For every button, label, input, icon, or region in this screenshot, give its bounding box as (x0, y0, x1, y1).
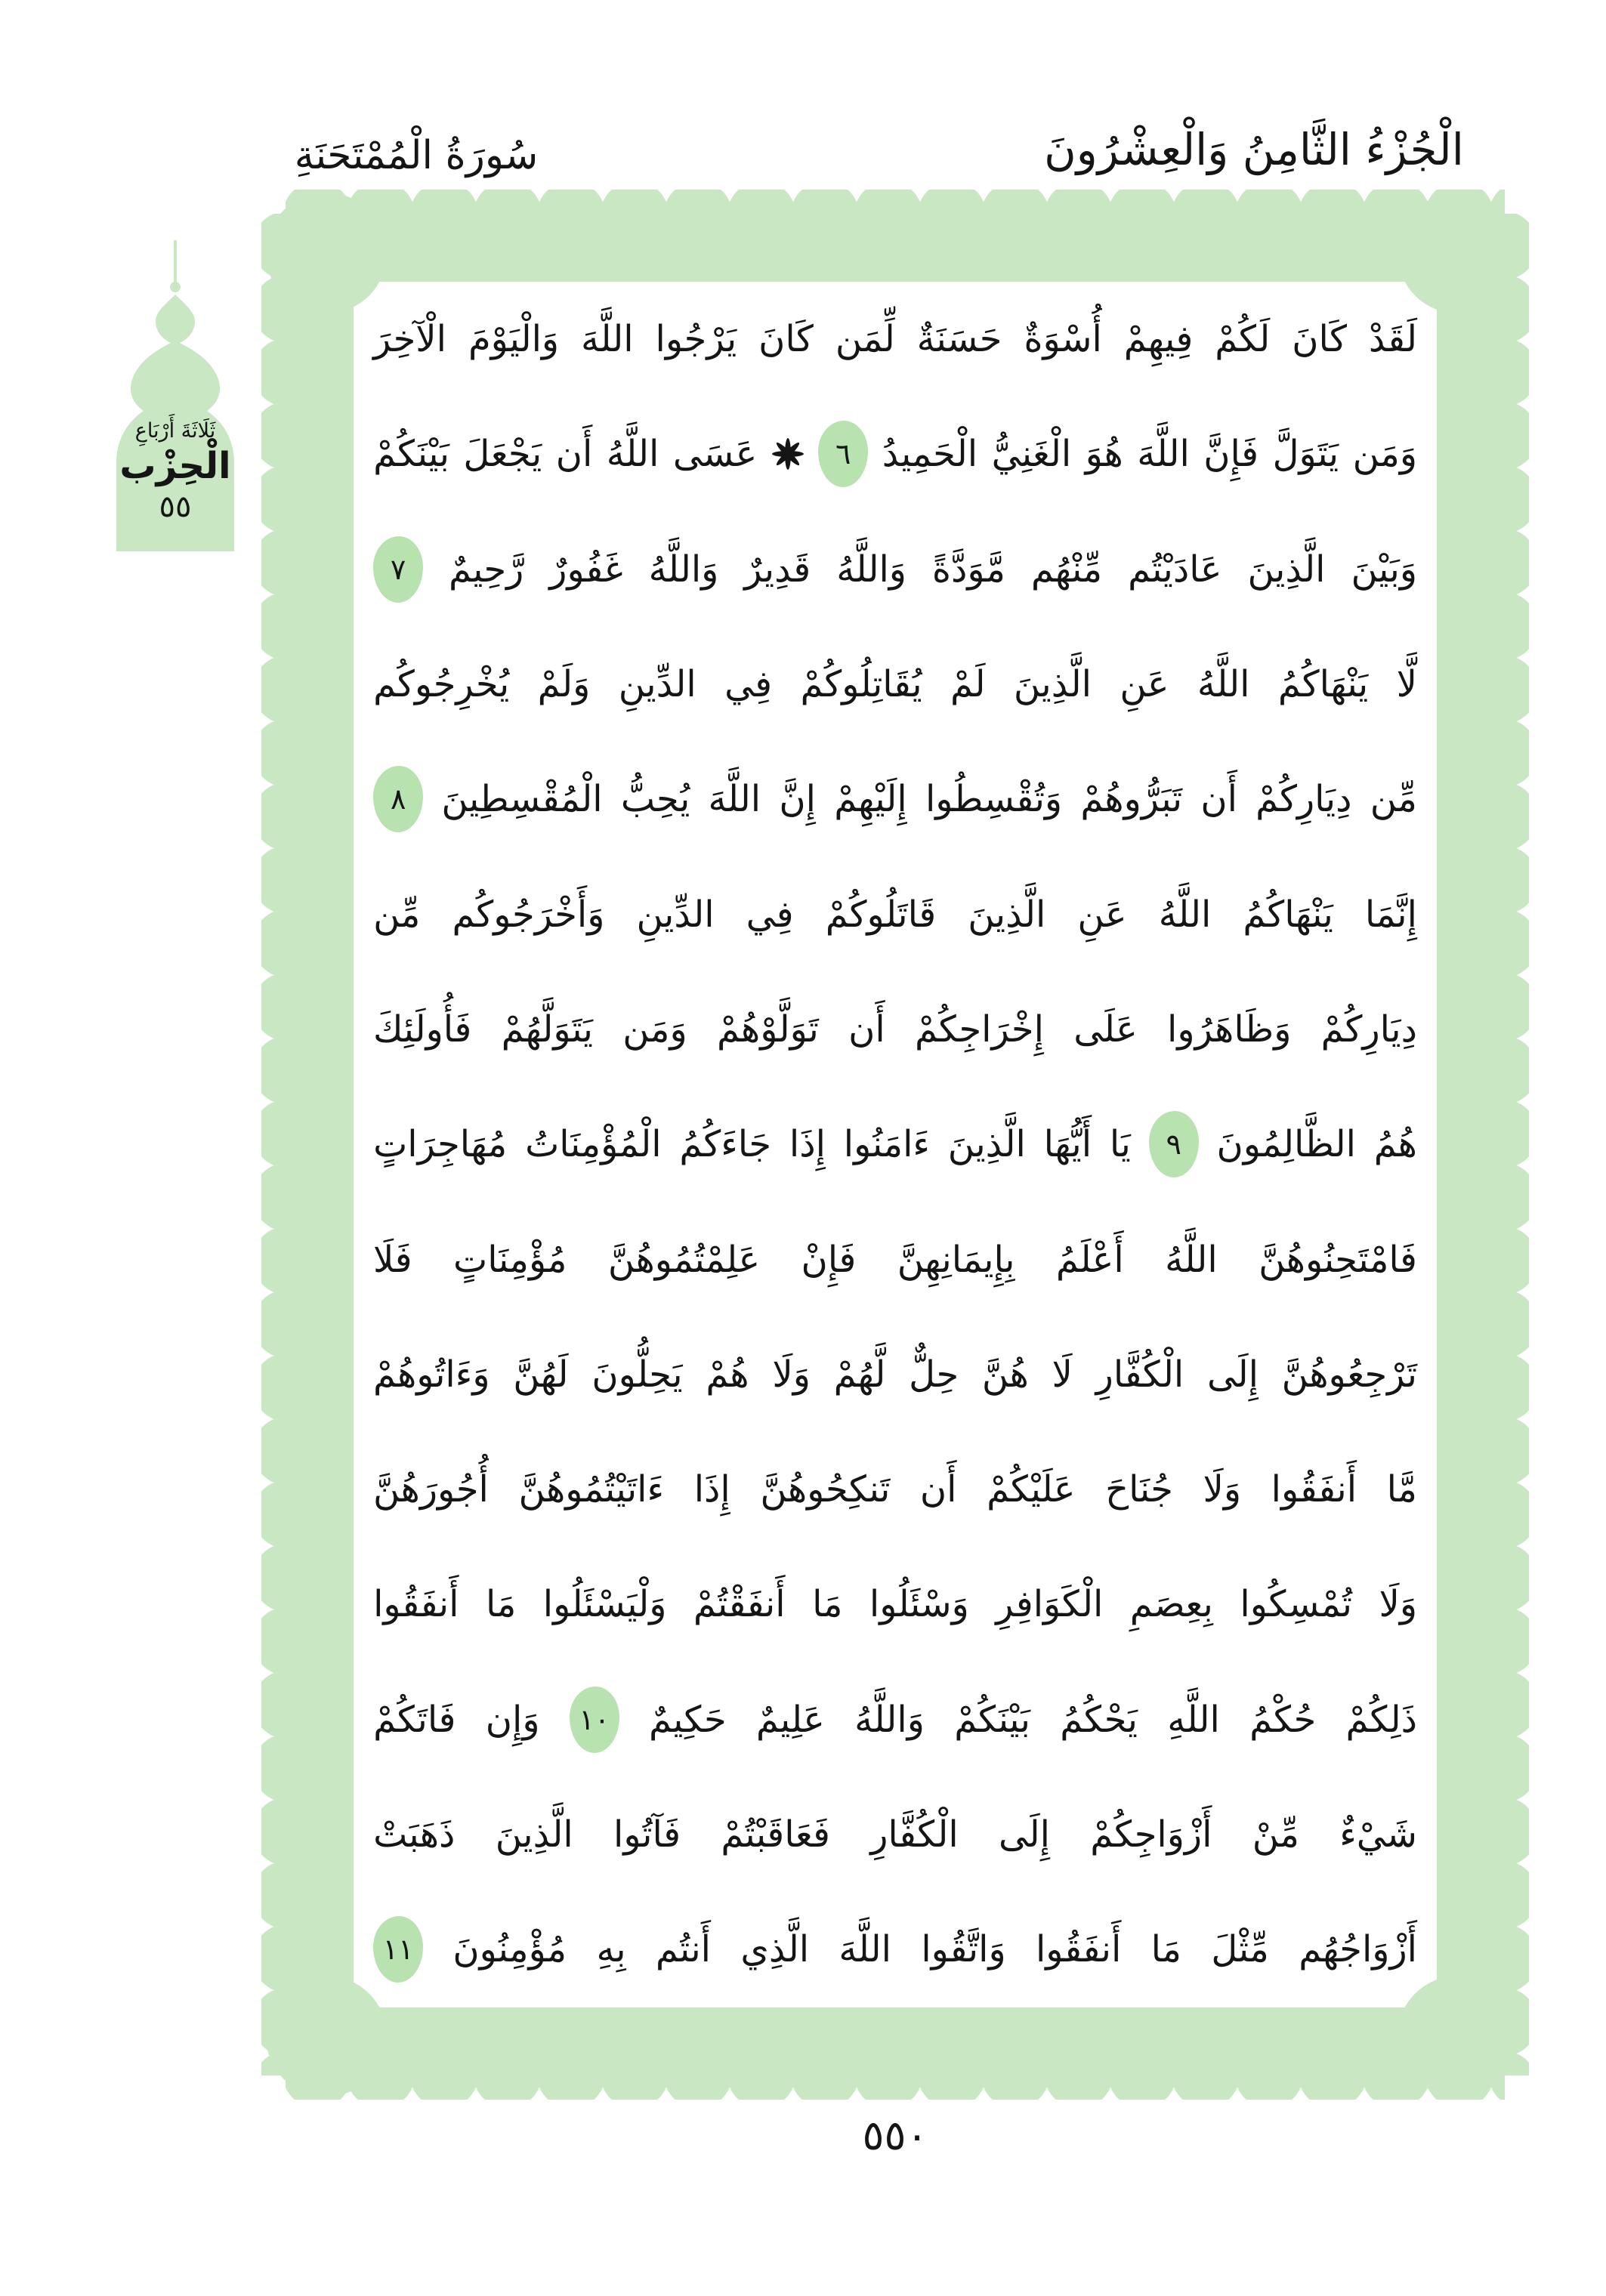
quran-word: مُؤْمِنُونَ (452, 1928, 567, 1971)
quran-word: أَن (919, 1468, 957, 1511)
quran-word: وَمَن (1352, 433, 1417, 476)
quran-word: اللَّهِ (1167, 1698, 1220, 1741)
quran-word: يُحِبُّ (620, 778, 690, 821)
quran-word: يَا (1109, 1123, 1131, 1166)
quran-word: قَدِيرٌ (744, 548, 811, 591)
quran-word: مُهَاجِرَاتٍ (373, 1123, 508, 1166)
quran-word: أَن (555, 433, 593, 476)
quran-word: الَّذِينَ (947, 1123, 1026, 1166)
quran-word: بِعِصَمِ (1129, 1583, 1213, 1626)
quran-word: هُمْ (706, 1353, 749, 1396)
quran-word: بَيْنَكُمْ (373, 433, 449, 476)
verse-number-badge: ١٠ (570, 1687, 619, 1753)
quran-line (354, 1777, 1437, 1892)
quran-word: الَّذِينَ (1247, 548, 1326, 591)
quran-word: لَّهُمْ (833, 1353, 886, 1396)
quran-word: اللَّهَ (581, 318, 634, 361)
quran-word: يُخْرِجُوكُم (373, 663, 510, 706)
quran-word: يَحْكُمُ (1060, 1698, 1138, 1741)
quran-word: فَامْتَحِنُوهُنَّ (1259, 1238, 1417, 1281)
quran-word: وَءَاتُوهُمْ (373, 1353, 490, 1396)
quran-word: ءَامَنُوا (843, 1123, 930, 1166)
quran-word: الدِّينِ (636, 893, 715, 936)
quran-word: يَتَوَلَّهُمْ (501, 1008, 593, 1051)
quran-word: لَكُمْ (1215, 318, 1271, 361)
quran-word: تَوَلَّوْهُمْ (716, 1008, 819, 1051)
quran-word: وَاللَّهُ (836, 548, 906, 591)
rub-el-hizb-icon (771, 437, 805, 471)
quran-word: وَإِن (485, 1698, 540, 1741)
quran-word: إِلَى (999, 1813, 1050, 1856)
surah-header-title: سُورَةُ الْمُمْتَحَنَةِ (294, 133, 539, 178)
quran-word: حَكِيمٌ (649, 1698, 727, 1741)
quran-word: أَن (1200, 778, 1237, 821)
quran-word: عَنِ (1120, 663, 1169, 706)
quran-word: وَسْئَلُوا (869, 1583, 969, 1626)
quran-word: الَّذِينَ (495, 1813, 573, 1856)
quran-word: أَنفَقْتُمْ (693, 1583, 786, 1626)
quran-word: أَيُّهَا (1043, 1123, 1092, 1166)
verse-number-badge: ٩ (1149, 1111, 1199, 1177)
quran-word: وَلَا (1379, 1583, 1417, 1626)
quran-word: فَأُولَئِكَ (373, 1008, 472, 1051)
quran-word: إِلَيْهِمْ (834, 778, 907, 821)
quran-word: جُنَاحَ (1105, 1468, 1173, 1511)
quran-word: اللَّهَ (1137, 433, 1190, 476)
juz-header-title: الْجُزْءُ الثَّامِنُ وَالْعِشْرُونَ (1044, 124, 1464, 175)
quran-word: الْكُفَّارِ (1095, 1353, 1184, 1396)
quran-line (354, 397, 1437, 511)
quran-word: أَنفَقُوا (373, 1583, 459, 1626)
quran-word: وَاللَّهُ (854, 1698, 925, 1741)
quran-word: أَن (848, 1008, 885, 1051)
quran-word: عَلَى (1073, 1008, 1138, 1051)
quran-word: الْغَنِيُّ (991, 433, 1072, 476)
quran-word: كَانَ (758, 318, 814, 361)
quran-word: فِي (724, 663, 773, 706)
quran-word: يَتَوَلَّ (1272, 433, 1339, 476)
quran-word: اللَّهَ (708, 778, 761, 821)
quran-word: يَحِلُّونَ (591, 1353, 683, 1396)
quran-word: مَّا (1386, 1468, 1417, 1511)
quran-word: ذَهَبَتْ (373, 1813, 456, 1856)
quran-line (354, 856, 1437, 971)
quran-word: وَمَن (622, 1008, 687, 1051)
frame-scallop-edge-left (261, 214, 287, 2075)
quran-word: فَآتُوا (613, 1813, 681, 1856)
hizb-marker-text (98, 418, 252, 526)
quran-word: رَّحِيمٌ (449, 548, 524, 591)
quran-word: لَّا (1396, 663, 1417, 706)
quran-word: إِذَا (789, 1123, 826, 1166)
quran-line (354, 1432, 1437, 1547)
frame-scallop-edge-right (1503, 214, 1529, 2075)
quran-word: وَتُقْسِطُوا (925, 778, 1063, 821)
quran-word: مَا (1150, 1928, 1182, 1971)
quran-word: وَلَا (1203, 1468, 1242, 1511)
quran-word: جَاءَكُمُ (679, 1123, 772, 1166)
quran-word: وَظَاهَرُوا (1167, 1008, 1292, 1051)
quran-word: يَنْهَاكُمُ (1243, 893, 1333, 936)
quran-word: مِّن (373, 893, 421, 936)
quran-word: لَمْ (950, 663, 986, 706)
quran-word: بَيْنَكُمْ (954, 1698, 1030, 1741)
quran-word: هُوَ (1085, 433, 1123, 476)
quran-word: أَنفَقُوا (1035, 1928, 1122, 1971)
quran-word: وَاللَّهُ (648, 548, 719, 591)
quran-word: عَنِ (1077, 893, 1127, 936)
quran-word: اللَّهُ (606, 433, 659, 476)
quran-word: إِلَى (1206, 1353, 1259, 1396)
quran-word: الظَّالِمُونَ (1216, 1123, 1356, 1166)
quran-word: بِإِيمَانِهِنَّ (897, 1238, 1015, 1281)
quran-word: لِّمَن (835, 318, 895, 361)
quran-word: دِيَارِكُمْ (1320, 1008, 1417, 1051)
quran-word: قَاتَلُوكُمْ (825, 893, 937, 936)
quran-word: حِلٌّ (909, 1353, 959, 1396)
quran-word: اللَّهُ (1158, 893, 1212, 936)
quran-word: تَنكِحُوهُنَّ (760, 1468, 891, 1511)
quran-word: كَانَ (1292, 318, 1347, 361)
quran-word: إِذَا (693, 1468, 730, 1511)
quran-word: الْكَوَافِرِ (996, 1583, 1104, 1626)
quran-word: بِهِ (596, 1928, 626, 1971)
quran-word: عَلِمْتُمُوهُنَّ (607, 1238, 761, 1281)
quran-word: إِنَّ (779, 778, 816, 821)
quran-word: أَزْوَاجُهُم (1299, 1928, 1417, 1971)
quran-word: مُؤْمِنَاتٍ (453, 1238, 567, 1281)
quran-word: يَرْجُوا (655, 318, 737, 361)
quran-word: إِخْرَاجِكُمْ (914, 1008, 1044, 1051)
quran-word: الْآخِرَ (373, 318, 446, 361)
quran-line (354, 972, 1437, 1087)
quran-word: فَلَا (373, 1238, 412, 1281)
quran-word: هُمُ (1373, 1123, 1417, 1166)
quran-word: إِنَّمَا (1364, 893, 1417, 936)
quran-word: حُكْمُ (1249, 1698, 1317, 1741)
quran-line (354, 1547, 1437, 1662)
quran-line (354, 1087, 1437, 1202)
quran-word: مَا (485, 1583, 517, 1626)
page-number: ٥٥٠ (862, 2112, 928, 2159)
quran-word: فِي (746, 893, 794, 936)
quran-word: لَهُنَّ (513, 1353, 569, 1396)
quran-word: فَإِنَّ (1203, 433, 1259, 476)
quran-word: دِيَارِكُمْ (1255, 778, 1352, 821)
quran-word: فَعَاقَبْتُمْ (721, 1813, 830, 1856)
quran-word: عَلِيمٌ (755, 1698, 825, 1741)
quran-word: أَنفَقُوا (1271, 1468, 1357, 1511)
quran-word: اللَّهَ (839, 1928, 891, 1971)
hizb-dome-marker (98, 240, 252, 551)
quran-word: اللَّهُ (1197, 663, 1250, 706)
quran-word: يُقَاتِلُوكُمْ (800, 663, 922, 706)
quran-word: أَنتُم (655, 1928, 712, 1971)
quran-word: الدِّينِ (618, 663, 696, 706)
quran-word: عَادَيْتُم (1128, 548, 1222, 591)
quran-line (354, 1202, 1437, 1316)
quran-word: يَنْهَاكُمُ (1277, 663, 1369, 706)
verse-number-badge: ٨ (373, 766, 423, 832)
quran-word: هُنَّ (981, 1353, 1029, 1396)
quran-word: اللَّهُ (1165, 1238, 1218, 1281)
quran-word: يَجْعَلَ (463, 433, 542, 476)
quran-word: عَلَيْكُمْ (987, 1468, 1076, 1511)
hizb-label: الْحِزْب (119, 445, 231, 487)
quran-word: مِّن (1370, 778, 1417, 821)
quran-line (354, 1662, 1437, 1777)
quran-line (354, 742, 1437, 856)
quran-word: الْمُقْسِطِينَ (441, 778, 603, 821)
quran-text-block (354, 282, 1437, 2007)
quran-word: شَيْءٌ (1339, 1813, 1417, 1856)
verse-number-badge: ٦ (818, 421, 868, 487)
quran-word: الْحَمِيدُ (882, 433, 978, 476)
quran-line (354, 1317, 1437, 1432)
hizb-fraction-label: ثَلَاثَةَ أَرْبَاعِ (134, 419, 216, 443)
quran-word: الَّذِي (740, 1928, 810, 1971)
quran-word: ءَاتَيْتُمُوهُنَّ (518, 1468, 665, 1511)
quran-word: مَا (812, 1583, 843, 1626)
quran-word: حَسَنَةٌ (916, 318, 1002, 361)
quran-word: أُجُورَهُنَّ (373, 1468, 489, 1511)
hizb-number: ٥٥ (159, 489, 192, 524)
quran-word: وَلَمْ (537, 663, 591, 706)
quran-word: لَقَدْ (1368, 318, 1417, 361)
quran-word: وَاتَّقُوا (921, 1928, 1006, 1971)
quran-line (354, 282, 1437, 397)
quran-word: مِّنْهُم (1030, 548, 1103, 591)
quran-word: غَفُورٌ (549, 548, 623, 591)
quran-word: فَإِنْ (801, 1238, 857, 1281)
quran-word: تَبَرُّوهُمْ (1080, 778, 1183, 821)
frame-scallop-edge-top (286, 190, 1505, 215)
quran-word: أَزْوَاجِكُمْ (1090, 1813, 1212, 1856)
quran-word: مِّنْ (1252, 1813, 1299, 1856)
quran-word: لَا (1052, 1353, 1073, 1396)
quran-line (354, 512, 1437, 627)
quran-word: ذَلِكُمْ (1345, 1698, 1417, 1741)
quran-word: أَعْلَمُ (1055, 1238, 1124, 1281)
quran-word: تُمْسِكُوا (1240, 1583, 1352, 1626)
quran-word: وَبَيْنَ (1351, 548, 1417, 591)
quran-line (354, 627, 1437, 742)
quran-word: وَلْيَسْئَلُوا (542, 1583, 667, 1626)
verse-number-badge: ٧ (373, 536, 423, 603)
quran-word: وَلَا (772, 1353, 811, 1396)
verse-number-badge: ١١ (373, 1916, 423, 1983)
quran-word: عَسَى (672, 433, 758, 476)
quran-word: وَأَخْرَجُوكُم (452, 893, 605, 936)
quran-line (354, 1892, 1437, 2007)
quran-word: فَاتَكُمْ (373, 1698, 456, 1741)
quran-word: مَّوَدَّةً (931, 548, 1005, 591)
quran-word: تَرْجِعُوهُنَّ (1281, 1353, 1417, 1396)
quran-word: الْمُؤْمِنَاتُ (525, 1123, 662, 1166)
quran-word: الَّذِينَ (1013, 663, 1092, 706)
quran-word: أُسْوَةٌ (1024, 318, 1102, 361)
quran-word: الَّذِينَ (968, 893, 1046, 936)
quran-word: الْكُفَّارِ (870, 1813, 959, 1856)
quran-word: فِيهِمْ (1123, 318, 1194, 361)
quran-word: مِّثْلَ (1211, 1928, 1269, 1971)
frame-scallop-edge-bottom (286, 2074, 1505, 2100)
quran-word: وَالْيَوْمَ (468, 318, 560, 361)
